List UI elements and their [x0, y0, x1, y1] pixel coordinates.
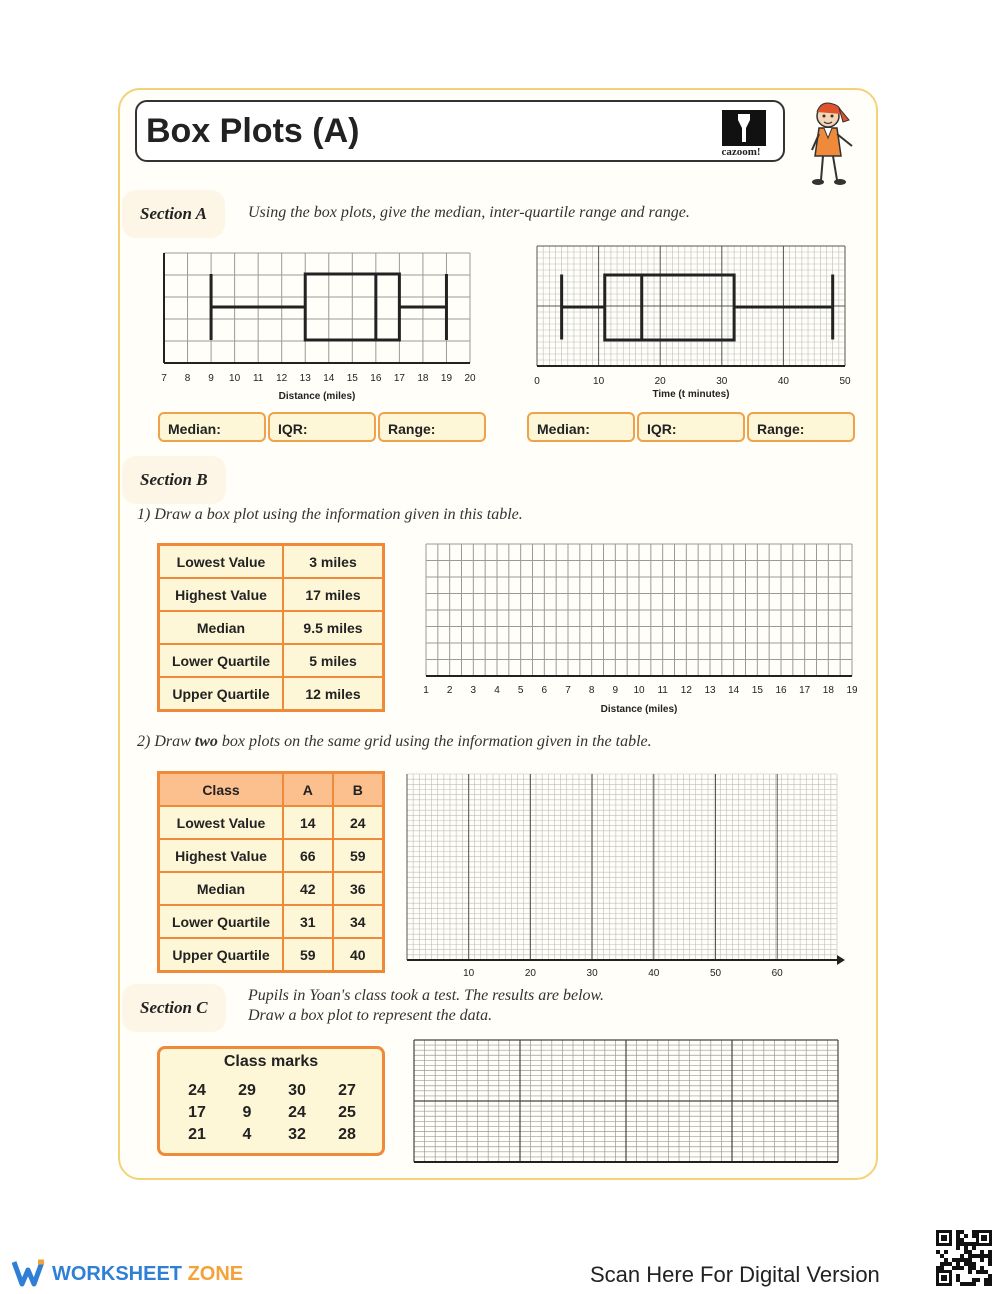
tick-label: 9 [612, 685, 619, 696]
class-mark-value: 27 [338, 1082, 356, 1099]
table-header-cell: B [333, 773, 384, 807]
table-label-cell: Lowest Value [159, 545, 284, 579]
tick-label: 40 [777, 376, 789, 387]
tick-label: 20 [464, 373, 476, 384]
table-label-cell: Lower Quartile [159, 644, 284, 677]
tick-label: 14 [323, 373, 335, 384]
table-row [159, 905, 384, 938]
class-mark-value: 21 [188, 1126, 206, 1143]
table-header-row [159, 773, 384, 807]
q2-text-post: box plots on the same grid using the information given in the table. [217, 733, 652, 750]
brand-part-b: ZONE [187, 1263, 244, 1285]
class-mark-value: 24 [288, 1104, 306, 1121]
table-cell: 14 [283, 806, 333, 839]
tick-label: 50 [839, 376, 851, 387]
blank-grid-classes[interactable] [400, 770, 845, 980]
class-mark-value: 9 [242, 1104, 252, 1121]
tick-label: 2 [446, 685, 453, 696]
section-a-instruction: Using the box plots, give the median, inter-quartile range and range. [248, 204, 690, 221]
tick-label: 4 [494, 685, 500, 696]
mascot-illustration-icon [804, 98, 860, 190]
section-a-label: Section A [122, 190, 225, 238]
class-mark-value: 29 [238, 1082, 256, 1099]
tick-label: 17 [393, 373, 405, 384]
blank-grid-distance[interactable] [418, 540, 863, 720]
class-mark-value: 4 [242, 1126, 252, 1143]
tick-label: 10 [593, 376, 605, 387]
box-plot-time [525, 240, 860, 405]
table-cell: 36 [333, 872, 384, 905]
tick-label: 8 [184, 373, 191, 384]
table-cell: 42 [283, 872, 333, 905]
table-label-cell: Median [159, 611, 284, 644]
tick-label: 1 [423, 685, 429, 696]
table-row [159, 644, 384, 677]
table-cell: 59 [333, 839, 384, 872]
table-row [159, 806, 384, 839]
worksheet-zone-brand[interactable] [52, 1263, 243, 1286]
answer-box-iqr-2[interactable]: IQR: [637, 412, 745, 442]
blank-grid-marks[interactable] [410, 1036, 840, 1166]
tick-label: 10 [633, 685, 645, 696]
table-header-cell: A [283, 773, 333, 807]
axis-arrow-icon [837, 955, 845, 965]
class-mark-value: 28 [338, 1126, 356, 1143]
table-cell: 24 [333, 806, 384, 839]
table-cell: Highest Value [159, 839, 284, 872]
table-row [159, 677, 384, 711]
table-box-plot-2 [157, 771, 385, 973]
table-cell: Upper Quartile [159, 938, 284, 972]
tick-label: 20 [654, 376, 666, 387]
tick-label: 16 [370, 373, 382, 384]
table-box-plot-1 [157, 543, 385, 712]
q2-text-bold: two [194, 733, 218, 750]
tick-label: 11 [252, 373, 264, 384]
section-b-question-2 [137, 732, 652, 752]
class-mark-value: 17 [188, 1104, 206, 1121]
tick-label: 60 [771, 968, 783, 979]
x-axis-label: Distance (miles) [278, 391, 356, 402]
tick-label: 12 [680, 685, 692, 696]
section-c-instruction-1: Pupils in Yoan's class took a test. The results are below. [248, 987, 605, 1004]
table-cell: 40 [333, 938, 384, 972]
section-c-instruction-2: Draw a box plot to represent the data. [248, 1007, 493, 1024]
answer-box-median-1[interactable]: Median: [158, 412, 266, 442]
table-cell: 31 [283, 905, 333, 938]
tick-label: 14 [728, 685, 740, 696]
tick-label: 11 [657, 685, 668, 696]
scan-here-text: Scan Here For Digital Version [590, 1262, 880, 1287]
table-cell: 66 [283, 839, 333, 872]
tick-label: 18 [822, 685, 834, 696]
table-cell: Lower Quartile [159, 905, 284, 938]
tick-label: 12 [276, 373, 288, 384]
tick-label: 6 [541, 685, 548, 696]
table-label-cell: Highest Value [159, 578, 284, 611]
class-mark-value: 24 [188, 1082, 206, 1099]
logo-text: cazoom! [721, 146, 761, 158]
tick-label: 30 [586, 968, 598, 979]
tick-label: 40 [648, 968, 660, 979]
tick-label: 19 [440, 373, 453, 384]
table-row [159, 872, 384, 905]
tick-label: 20 [524, 968, 536, 979]
table-cell: Median [159, 872, 284, 905]
tick-label: 18 [417, 373, 429, 384]
tick-label: 17 [799, 685, 811, 696]
table-row [159, 578, 384, 611]
x-axis-label: Time (t minutes) [652, 389, 730, 400]
answer-box-range-2[interactable]: Range: [747, 412, 855, 442]
table-row [159, 545, 384, 579]
tick-label: 16 [775, 685, 787, 696]
section-b-question-1: 1) Draw a box plot using the information given in this table. [137, 506, 523, 523]
class-marks-title: Class marks [223, 1053, 319, 1070]
x-axis-label: Distance (miles) [600, 704, 678, 715]
brand-part-a: WORKSHEET [52, 1263, 182, 1285]
tick-label: 19 [846, 685, 858, 696]
q2-text-pre: 2) Draw [137, 733, 195, 750]
qr-code-icon[interactable] [934, 1228, 994, 1288]
class-mark-value: 25 [338, 1104, 356, 1121]
tick-label: 10 [463, 968, 475, 979]
table-row [159, 938, 384, 972]
tick-label: 30 [716, 376, 728, 387]
tick-label: 13 [299, 373, 311, 384]
answer-box-median-2[interactable]: Median: [527, 412, 635, 442]
tick-label: 15 [346, 373, 358, 384]
table-value-cell: 9.5 miles [283, 611, 384, 644]
table-value-cell: 17 miles [283, 578, 384, 611]
tick-label: 13 [704, 685, 716, 696]
answer-box-range-1[interactable]: Range: [378, 412, 486, 442]
tick-label: 15 [751, 685, 763, 696]
table-row [159, 611, 384, 644]
page-title: Box Plots (A) [146, 112, 360, 150]
section-c-label: Section C [122, 984, 226, 1032]
table-value-cell: 5 miles [283, 644, 384, 677]
tick-label: 10 [229, 373, 241, 384]
table-cell: 59 [283, 938, 333, 972]
tick-label: 9 [208, 373, 214, 384]
tick-label: 50 [709, 968, 722, 979]
table-cell: Lowest Value [159, 806, 284, 839]
answer-box-iqr-1[interactable]: IQR: [268, 412, 376, 442]
class-mark-value: 30 [288, 1082, 306, 1099]
table-value-cell: 12 miles [283, 677, 384, 711]
tick-label: 7 [161, 373, 167, 384]
tick-label: 5 [517, 685, 524, 696]
table-header-cell: Class [159, 773, 284, 807]
worksheet-zone-logo-icon [12, 1258, 48, 1288]
table-value-cell: 3 miles [283, 545, 384, 579]
table-label-cell: Upper Quartile [159, 677, 284, 711]
table-cell: 34 [333, 905, 384, 938]
tick-label: 3 [470, 685, 477, 696]
box-plot-distance [150, 245, 485, 405]
section-b-label: Section B [122, 456, 226, 504]
tick-label: 8 [588, 685, 595, 696]
tick-label: 7 [565, 685, 571, 696]
table-row [159, 839, 384, 872]
tick-label: 0 [534, 376, 540, 387]
class-mark-value: 32 [288, 1126, 306, 1143]
